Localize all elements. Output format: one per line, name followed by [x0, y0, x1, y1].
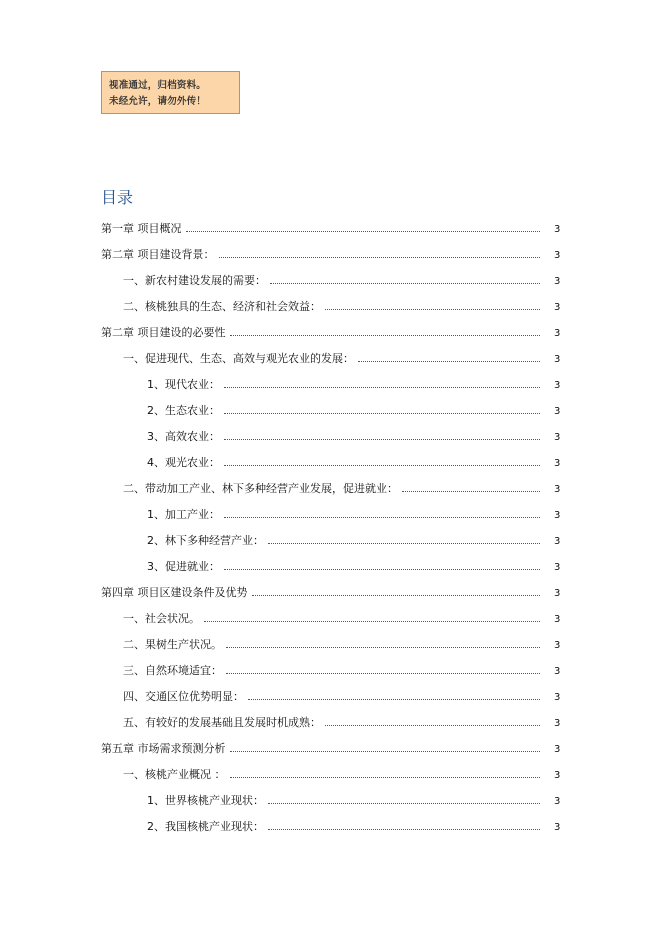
toc-page-number: 3 [554, 614, 561, 625]
table-of-contents [101, 216, 560, 840]
toc-entry[interactable] [101, 216, 560, 242]
toc-entry-text: 一、社会状况。 [123, 612, 200, 625]
toc-entry-text: 第五章 市场需求预测分析 [101, 742, 226, 755]
toc-dot-leader [224, 464, 540, 466]
toc-entry[interactable] [101, 398, 560, 424]
toc-dot-leader [219, 256, 541, 258]
toc-page-number: 3 [554, 744, 561, 755]
toc-dot-leader [268, 802, 540, 804]
toc-page-number: 3 [554, 510, 561, 521]
notice-line-1: 视准通过，归档资料。 [109, 80, 207, 91]
toc-page-number: 3 [554, 354, 561, 365]
toc-dot-leader [402, 490, 540, 492]
toc-page-number: 3 [554, 302, 561, 313]
toc-page-number: 3 [554, 562, 561, 573]
toc-entry[interactable] [101, 632, 560, 658]
toc-dot-leader [204, 620, 540, 622]
toc-page-number: 3 [554, 458, 561, 469]
toc-entry-text: 第二章 项目建设的必要性 [101, 326, 226, 339]
toc-dot-leader [230, 750, 541, 752]
toc-page-number: 3 [554, 536, 561, 547]
toc-entry[interactable] [101, 476, 560, 502]
toc-dot-leader [358, 360, 540, 362]
toc-entry-text: 二、果树生产状况。 [123, 638, 222, 651]
toc-entry-text: 4、观光农业： [147, 456, 220, 469]
toc-entry-text: 三、自然环境适宜： [123, 664, 222, 677]
toc-entry-text: 二、核桃独具的生态、经济和社会效益： [123, 300, 321, 313]
toc-page-number: 3 [554, 380, 561, 391]
toc-dot-leader [325, 724, 540, 726]
toc-entry-text: 1、加工产业： [147, 508, 220, 521]
toc-page-number: 3 [554, 276, 561, 287]
toc-entry-text: 第二章 项目建设背景： [101, 248, 215, 261]
toc-dot-leader [248, 698, 540, 700]
toc-entry-text: 五、有较好的发展基础且发展时机成熟： [123, 716, 321, 729]
toc-entry[interactable] [101, 528, 560, 554]
confidential-notice-stamp [101, 71, 240, 114]
toc-dot-leader [230, 334, 541, 336]
toc-dot-leader [226, 646, 540, 648]
toc-entry-text: 第一章 项目概况 [101, 222, 182, 235]
toc-entry[interactable] [101, 294, 560, 320]
toc-entry-text: 1、现代农业： [147, 378, 220, 391]
toc-entry-text: 1、世界核桃产业现状： [147, 794, 264, 807]
toc-entry[interactable] [101, 762, 560, 788]
toc-entry[interactable] [101, 554, 560, 580]
toc-entry-text: 第四章 项目区建设条件及优势 [101, 586, 248, 599]
toc-page-number: 3 [554, 692, 561, 703]
toc-page-number: 3 [554, 328, 561, 339]
toc-dot-leader [224, 386, 540, 388]
toc-page-number: 3 [554, 432, 561, 443]
notice-line-2: 未经允许，请勿外传！ [109, 96, 207, 107]
toc-dot-leader [230, 776, 541, 778]
toc-dot-leader [224, 412, 540, 414]
toc-dot-leader [252, 594, 541, 596]
toc-entry[interactable] [101, 450, 560, 476]
toc-page-number: 3 [554, 588, 561, 599]
toc-page-number: 3 [554, 484, 561, 495]
toc-dot-leader [224, 438, 540, 440]
toc-entry[interactable] [101, 320, 560, 346]
toc-entry[interactable] [101, 710, 560, 736]
toc-dot-leader [226, 672, 540, 674]
toc-entry[interactable] [101, 502, 560, 528]
toc-entry-text: 四、交通区位优势明显： [123, 690, 244, 703]
toc-dot-leader [268, 542, 540, 544]
toc-dot-leader [224, 568, 540, 570]
toc-entry[interactable] [101, 346, 560, 372]
toc-entry-text: 3、促进就业： [147, 560, 220, 573]
toc-entry[interactable] [101, 242, 560, 268]
toc-entry-text: 3、高效农业： [147, 430, 220, 443]
toc-entry[interactable] [101, 268, 560, 294]
toc-title: 目录 [101, 188, 134, 207]
toc-page-number: 3 [554, 822, 561, 833]
toc-page-number: 3 [554, 250, 561, 261]
toc-entry[interactable] [101, 736, 560, 762]
toc-entry[interactable] [101, 424, 560, 450]
toc-page-number: 3 [554, 406, 561, 417]
toc-entry[interactable] [101, 788, 560, 814]
toc-dot-leader [224, 516, 540, 518]
toc-entry[interactable] [101, 684, 560, 710]
toc-entry-text: 一、新农村建设发展的需要： [123, 274, 266, 287]
toc-page-number: 3 [554, 666, 561, 677]
toc-page-number: 3 [554, 770, 561, 781]
toc-entry[interactable] [101, 814, 560, 840]
toc-entry-text: 一、促进现代、生态、高效与观光农业的发展： [123, 352, 354, 365]
toc-entry-text: 二、带动加工产业、林下多种经营产业发展，促进就业： [123, 482, 398, 495]
toc-dot-leader [270, 282, 540, 284]
toc-page-number: 3 [554, 796, 561, 807]
toc-entry[interactable] [101, 606, 560, 632]
toc-entry-text: 一、核桃产业概况 ： [123, 768, 226, 781]
toc-entry[interactable] [101, 372, 560, 398]
toc-entry-text: 2、生态农业： [147, 404, 220, 417]
toc-page-number: 3 [554, 224, 561, 235]
toc-dot-leader [325, 308, 540, 310]
toc-entry[interactable] [101, 658, 560, 684]
toc-page-number: 3 [554, 640, 561, 651]
toc-dot-leader [268, 828, 540, 830]
toc-dot-leader [186, 230, 541, 232]
toc-entry-text: 2、我国核桃产业现状： [147, 820, 264, 833]
toc-page-number: 3 [554, 718, 561, 729]
toc-entry[interactable] [101, 580, 560, 606]
toc-entry-text: 2、林下多种经营产业： [147, 534, 264, 547]
